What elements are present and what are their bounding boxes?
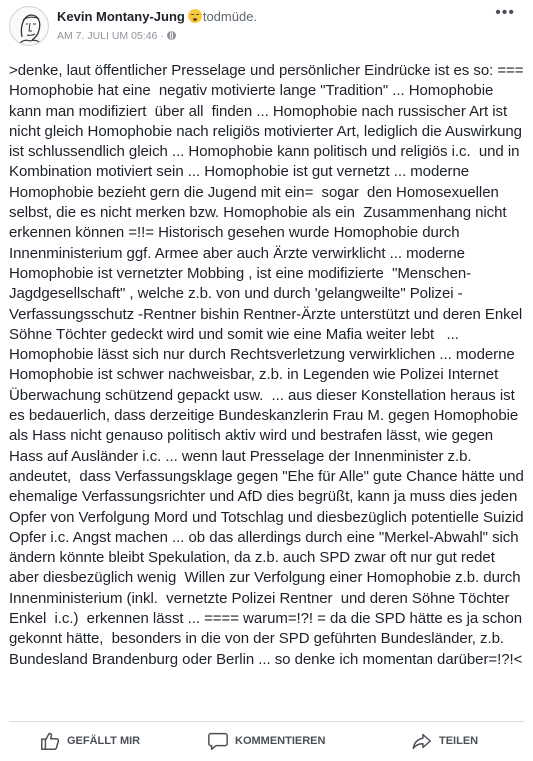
share-button[interactable]: [411, 729, 478, 753]
avatar[interactable]: [9, 6, 49, 46]
like-label: GEFÄLLT MIR: [67, 735, 141, 747]
author-name[interactable]: Kevin Montany-Jung: [57, 9, 185, 24]
action-bar: [0, 722, 533, 761]
share-arrow-icon: [411, 730, 433, 752]
feeling-label: todmüde.: [202, 9, 258, 24]
post-author-line: [57, 9, 257, 24]
sleepy-face-icon: [188, 9, 202, 23]
globe-icon[interactable]: [167, 31, 176, 40]
like-button[interactable]: [39, 729, 140, 753]
post-header: [0, 0, 533, 52]
comment-bubble-icon: [207, 730, 229, 752]
comment-button[interactable]: [207, 729, 325, 753]
avatar-drawing-icon: [10, 7, 49, 46]
post-timestamp[interactable]: AM 7. JULI UM 05:46: [57, 30, 158, 42]
comment-label: KOMMENTIEREN: [235, 735, 326, 747]
post-text: >denke, laut öffentlicher Presselage und persönlicher Eindrücke ist es so: === Homophobie hat eine negativ motivierte lange "Tradition" ... Homophobie kann man modifiziert über all finden ... Homophobie nach russischer Art ist nicht gleich Homophobie nach religiös motivierter Art, lediglich die Auswirkung ist schlussendlich gleich ... Homophobie kann politisch und religiös i.c. und in Kombination motiviert sein ... Homophobie ist gut vernetzt ... moderne Homophobie bezieht gern die Jugend mit ein= sogar den Homosexuellen selbst, die es nicht merken bzw. Homophobie als ein Zusammenhang nicht erkennen können =!!= Historisch gesehen wurde Homophobie durch Innenministerium ggf. Armee aber auch Ärzte verwirklicht ... moderne Homophobie ist vernetzter Mobbing , ist eine modifizierte "Menschen- Jagdgesellschaft" , welche z.b. von und durch 'gelangweilte" Polizei -Verfassungsschutz -Rentner bishin Rentner-Ärzte unterstützt und deren Enkel Söhne Töchter gedeckt wird und somit wie eine Mafia weiter lebt ... Homophobie lässt sich nur durch Rechtsverletzung verwirklichen ... moderne Homophobie ist schwer nachweisbar, z.b. in Legenden wie Polizei Internet Überwachung schützend gepackt usw. ... aus dieser Konstellation heraus ist es bedauerlich, dass derzeitige Bundeskanzlerin Frau M. gegen Homophobie als Hass nicht genauso politisch aktiv wird und bestrafen lässt, wie gegen Hass auf Ausländer i.c. ... wenn laut Presselage der Innenminister z.b. andeutet, dass Verfassungsklage gegen "Ehe für Alle" gute Chance hätte und ehemalige Verfassungsrichter und AfD dies begrüßt, kann ja muss dies jeden Opfer von Verfolgung Mord und Totschlag und diesbezüglich potentielle Suizid Opfer i.c. Angst machen ... ob das allerdings durch eine "Merkel-Abwahl" sich ändern könnte bleibt Spekulation, da z.b. auch SPD zwar oft nur gut redet aber diesbezüglich wenig Willen zur Verfolgung einer Homophobie z.b. durch Innenministerium (inkl. vernetzte Polizei Rentner und deren Söhne Töchter Enkel i.c.) erkennen lässt ... ==== warum=!?! = da die SPD hätte es ja schon gekonnt hätte, besonders in die von der SPD geführten Bundesländer, z.b. Bundesland Brandenburg oder Berlin ... so denke ich momentan darüber=!?!<: [9, 62, 532, 668]
more-options-icon[interactable]: •••: [495, 4, 515, 21]
post-meta: [57, 30, 176, 42]
share-label: TEILEN: [439, 735, 479, 747]
thumbs-up-icon: [39, 730, 61, 752]
meta-separator: ·: [160, 30, 164, 42]
